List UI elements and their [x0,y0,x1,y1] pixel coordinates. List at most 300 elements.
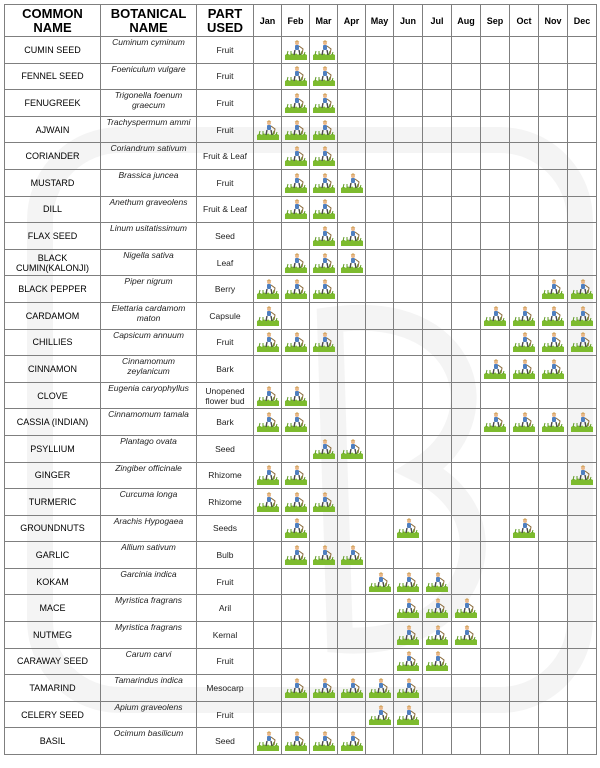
part-used-cell: Fruit & Leaf [197,143,254,170]
common-name-cell: BLACK PEPPER [5,276,101,303]
part-used-cell: Seed [197,223,254,250]
botanical-name-cell: Foeniculum vulgare [101,63,197,90]
month-cell-mar [310,116,338,143]
month-cell-oct [510,276,539,303]
month-cell-sep [481,675,510,702]
month-cell-aug [452,143,481,170]
farmer-harvest-icon [513,359,535,379]
part-used-cell: Fruit [197,701,254,728]
botanical-name-cell: Carum carvi [101,648,197,675]
month-cell-feb [282,515,310,542]
table-row [5,329,597,356]
month-cell-mar [310,302,338,329]
farmer-harvest-icon [397,572,419,592]
month-cell-jan [254,701,282,728]
month-cell-mar [310,542,338,569]
month-cell-jan [254,515,282,542]
farmer-harvest-icon [313,93,335,113]
month-cell-dec [568,595,597,622]
farmer-harvest-icon [313,66,335,86]
month-cell-may [366,116,394,143]
month-cell-jan [254,435,282,462]
month-cell-may [366,302,394,329]
month-cell-nov [539,701,568,728]
month-cell-jun [394,249,423,276]
table-row [5,595,597,622]
farmer-harvest-icon [571,279,593,299]
farmer-harvest-icon [571,465,593,485]
month-cell-jul [423,648,452,675]
common-name-cell: PSYLLIUM [5,435,101,462]
table-row [5,302,597,329]
botanical-name-cell: Tamarindus indica [101,675,197,702]
month-cell-oct [510,409,539,436]
month-cell-may [366,329,394,356]
farmer-harvest-icon [571,332,593,352]
month-cell-oct [510,542,539,569]
month-cell-aug [452,37,481,64]
month-cell-nov [539,63,568,90]
farmer-harvest-icon [513,306,535,326]
farmer-harvest-icon [285,199,307,219]
month-cell-dec [568,409,597,436]
farmer-harvest-icon [542,412,564,432]
month-cell-aug [452,622,481,649]
month-cell-dec [568,542,597,569]
farmer-harvest-icon [513,332,535,352]
month-cell-mar [310,196,338,223]
farmer-harvest-icon [513,412,535,432]
table-row [5,276,597,303]
month-cell-jul [423,90,452,117]
common-name-cell: TURMERIC [5,489,101,516]
month-cell-apr [338,542,366,569]
month-cell-mar [310,728,338,755]
header-month-mar: Mar [310,5,338,37]
month-cell-oct [510,462,539,489]
month-cell-feb [282,329,310,356]
table-row [5,37,597,64]
botanical-name-cell: Capsicum annuum [101,329,197,356]
header-botanical-name: BOTANICAL NAME [101,5,197,37]
farmer-harvest-icon [285,253,307,273]
table-row [5,169,597,196]
month-cell-dec [568,568,597,595]
part-used-cell: Seed [197,435,254,462]
month-cell-feb [282,595,310,622]
month-cell-may [366,382,394,409]
farmer-harvest-icon [542,359,564,379]
month-cell-apr [338,435,366,462]
table-row [5,728,597,755]
month-cell-feb [282,169,310,196]
month-cell-aug [452,302,481,329]
month-cell-oct [510,515,539,542]
month-cell-jul [423,435,452,462]
month-cell-jun [394,489,423,516]
farmer-harvest-icon [484,359,506,379]
month-cell-sep [481,329,510,356]
month-cell-may [366,356,394,383]
month-cell-jun [394,63,423,90]
month-cell-sep [481,489,510,516]
farmer-harvest-icon [285,66,307,86]
farmer-harvest-icon [257,731,279,751]
month-cell-jan [254,489,282,516]
header-month-jun: Jun [394,5,423,37]
farmer-harvest-icon [369,572,391,592]
common-name-cell: CHILLIES [5,329,101,356]
common-name-cell: FENUGREEK [5,90,101,117]
month-cell-apr [338,116,366,143]
farmer-harvest-icon [542,332,564,352]
botanical-name-cell: Curcuma longa [101,489,197,516]
month-cell-apr [338,701,366,728]
month-cell-feb [282,568,310,595]
month-cell-oct [510,37,539,64]
month-cell-dec [568,462,597,489]
table-row [5,622,597,649]
month-cell-dec [568,622,597,649]
month-cell-sep [481,648,510,675]
part-used-cell: Fruit & Leaf [197,196,254,223]
month-cell-feb [282,223,310,250]
botanical-name-cell: Myristica fragrans [101,595,197,622]
month-cell-sep [481,356,510,383]
month-cell-may [366,37,394,64]
table-row [5,648,597,675]
farmer-harvest-icon [426,625,448,645]
month-cell-jun [394,701,423,728]
month-cell-jun [394,116,423,143]
month-cell-sep [481,701,510,728]
month-cell-jan [254,63,282,90]
month-cell-dec [568,675,597,702]
table-row [5,489,597,516]
month-cell-nov [539,196,568,223]
month-cell-sep [481,169,510,196]
month-cell-nov [539,143,568,170]
month-cell-jul [423,542,452,569]
month-cell-aug [452,90,481,117]
month-cell-dec [568,302,597,329]
month-cell-dec [568,143,597,170]
month-cell-apr [338,489,366,516]
table-row [5,542,597,569]
month-cell-dec [568,515,597,542]
month-cell-aug [452,515,481,542]
month-cell-mar [310,568,338,595]
month-cell-dec [568,276,597,303]
botanical-name-cell: Brassica juncea [101,169,197,196]
month-cell-sep [481,462,510,489]
part-used-cell: Fruit [197,63,254,90]
table-row [5,435,597,462]
month-cell-apr [338,196,366,223]
month-cell-may [366,648,394,675]
month-cell-aug [452,329,481,356]
month-cell-may [366,489,394,516]
month-cell-dec [568,435,597,462]
month-cell-oct [510,329,539,356]
month-cell-mar [310,382,338,409]
month-cell-sep [481,63,510,90]
header-month-dec: Dec [568,5,597,37]
month-cell-jun [394,302,423,329]
farmer-harvest-icon [285,545,307,565]
table-row [5,675,597,702]
farmer-harvest-icon [542,306,564,326]
month-cell-jun [394,37,423,64]
month-cell-jan [254,622,282,649]
botanical-name-cell: Cinnamomum zeylanicum [101,356,197,383]
farmer-harvest-icon [257,279,279,299]
month-cell-jun [394,728,423,755]
header-month-apr: Apr [338,5,366,37]
part-used-cell: Rhizome [197,462,254,489]
month-cell-mar [310,249,338,276]
table-row [5,356,597,383]
part-used-cell: Capsule [197,302,254,329]
farmer-harvest-icon [285,120,307,140]
month-cell-apr [338,90,366,117]
month-cell-jan [254,116,282,143]
month-cell-may [366,595,394,622]
month-cell-aug [452,675,481,702]
farmer-harvest-icon [257,412,279,432]
botanical-name-cell: Cinnamomum tamala [101,409,197,436]
month-cell-jun [394,223,423,250]
month-cell-sep [481,276,510,303]
month-cell-jun [394,462,423,489]
month-cell-may [366,223,394,250]
month-cell-mar [310,675,338,702]
month-cell-nov [539,462,568,489]
part-used-cell: Fruit [197,37,254,64]
farmer-harvest-icon [369,678,391,698]
farmer-harvest-icon [542,279,564,299]
month-cell-aug [452,382,481,409]
common-name-cell: CASSIA (INDIAN) [5,409,101,436]
month-cell-sep [481,249,510,276]
month-cell-jan [254,249,282,276]
month-cell-jul [423,356,452,383]
month-cell-jul [423,622,452,649]
month-cell-dec [568,90,597,117]
month-cell-mar [310,37,338,64]
month-cell-jan [254,409,282,436]
month-cell-jan [254,90,282,117]
month-cell-jun [394,622,423,649]
month-cell-sep [481,568,510,595]
month-cell-apr [338,223,366,250]
part-used-cell: Fruit [197,169,254,196]
month-cell-jun [394,356,423,383]
month-cell-oct [510,90,539,117]
month-cell-feb [282,249,310,276]
month-cell-jun [394,90,423,117]
common-name-cell: CELERY SEED [5,701,101,728]
farmer-harvest-icon [285,40,307,60]
month-cell-sep [481,37,510,64]
month-cell-feb [282,675,310,702]
part-used-cell: Bark [197,356,254,383]
common-name-cell: MACE [5,595,101,622]
month-cell-dec [568,382,597,409]
month-cell-feb [282,37,310,64]
month-cell-aug [452,728,481,755]
table-row [5,223,597,250]
part-used-cell: Kernal [197,622,254,649]
farmer-harvest-icon [341,439,363,459]
month-cell-aug [452,276,481,303]
farmer-harvest-icon [397,625,419,645]
farmer-harvest-icon [513,518,535,538]
part-used-cell: Unopened flower bud [197,382,254,409]
month-cell-jan [254,356,282,383]
farmer-harvest-icon [257,465,279,485]
month-cell-feb [282,356,310,383]
month-cell-apr [338,675,366,702]
month-cell-oct [510,568,539,595]
month-cell-may [366,435,394,462]
month-cell-apr [338,622,366,649]
header-month-nov: Nov [539,5,568,37]
farmer-harvest-icon [313,545,335,565]
header-month-oct: Oct [510,5,539,37]
month-cell-oct [510,728,539,755]
month-cell-jan [254,568,282,595]
month-cell-mar [310,329,338,356]
table-row [5,116,597,143]
common-name-cell: AJWAIN [5,116,101,143]
farmer-harvest-icon [257,386,279,406]
table-row [5,568,597,595]
month-cell-sep [481,435,510,462]
month-cell-feb [282,701,310,728]
month-cell-dec [568,701,597,728]
farmer-harvest-icon [341,545,363,565]
month-cell-may [366,622,394,649]
month-cell-jul [423,409,452,436]
month-cell-aug [452,409,481,436]
month-cell-apr [338,515,366,542]
month-cell-nov [539,728,568,755]
farmer-harvest-icon [257,306,279,326]
month-cell-feb [282,728,310,755]
month-cell-dec [568,196,597,223]
part-used-cell: Fruit [197,568,254,595]
month-cell-jul [423,728,452,755]
table-row [5,382,597,409]
month-cell-sep [481,302,510,329]
month-cell-nov [539,648,568,675]
farmer-harvest-icon [313,492,335,512]
farmer-harvest-icon [397,598,419,618]
table-row [5,90,597,117]
part-used-cell: Bark [197,409,254,436]
month-cell-apr [338,63,366,90]
botanical-name-cell: Anethum graveolens [101,196,197,223]
farmer-harvest-icon [285,146,307,166]
month-cell-may [366,276,394,303]
farmer-harvest-icon [426,572,448,592]
month-cell-dec [568,648,597,675]
month-cell-jan [254,276,282,303]
common-name-cell: MUSTARD [5,169,101,196]
month-cell-oct [510,435,539,462]
month-cell-oct [510,249,539,276]
month-cell-sep [481,409,510,436]
month-cell-jul [423,675,452,702]
month-cell-sep [481,542,510,569]
month-cell-jul [423,223,452,250]
month-cell-apr [338,568,366,595]
month-cell-feb [282,648,310,675]
month-cell-feb [282,143,310,170]
month-cell-apr [338,648,366,675]
month-cell-aug [452,249,481,276]
farmer-harvest-icon [426,651,448,671]
part-used-cell: Rhizome [197,489,254,516]
month-cell-aug [452,196,481,223]
month-cell-jan [254,648,282,675]
month-cell-aug [452,116,481,143]
month-cell-mar [310,143,338,170]
month-cell-sep [481,515,510,542]
month-cell-apr [338,462,366,489]
month-cell-oct [510,489,539,516]
farmer-harvest-icon [341,253,363,273]
month-cell-jan [254,595,282,622]
farmer-harvest-icon [285,492,307,512]
farmer-harvest-icon [369,705,391,725]
month-cell-feb [282,489,310,516]
month-cell-apr [338,143,366,170]
header-month-sep: Sep [481,5,510,37]
header-row [5,5,597,37]
farmer-harvest-icon [285,518,307,538]
month-cell-dec [568,329,597,356]
farmer-harvest-icon [426,598,448,618]
farmer-harvest-icon [341,678,363,698]
month-cell-oct [510,302,539,329]
farmer-harvest-icon [257,332,279,352]
part-used-cell: Leaf [197,249,254,276]
month-cell-apr [338,249,366,276]
month-cell-sep [481,90,510,117]
month-cell-may [366,728,394,755]
month-cell-apr [338,728,366,755]
month-cell-dec [568,37,597,64]
month-cell-mar [310,356,338,383]
botanical-name-cell: Nigella sativa [101,249,197,276]
botanical-name-cell: Eugenia caryophyllus [101,382,197,409]
farmer-harvest-icon [571,412,593,432]
farmer-harvest-icon [285,279,307,299]
month-cell-mar [310,489,338,516]
month-cell-nov [539,622,568,649]
month-cell-oct [510,196,539,223]
month-cell-dec [568,63,597,90]
farmer-harvest-icon [313,40,335,60]
part-used-cell: Fruit [197,329,254,356]
table-row [5,701,597,728]
month-cell-dec [568,169,597,196]
farmer-harvest-icon [341,226,363,246]
common-name-cell: BLACK CUMIN(KALONJI) [5,249,101,276]
month-cell-mar [310,90,338,117]
